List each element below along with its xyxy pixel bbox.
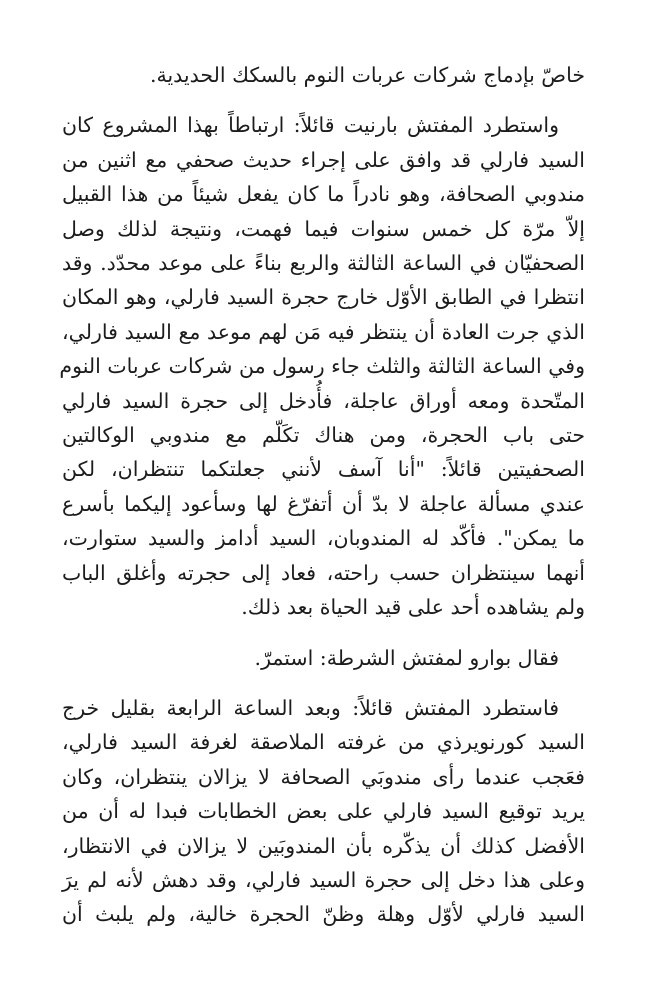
text-line: السيد فارلي قد وافق على إجراء حديث صحفي مع اثنين من: [62, 147, 585, 172]
text-line: ولم يشاهده أحد على قيد الحياة بعد ذلك.: [241, 595, 585, 620]
text-line: أنهما سينتظران حسب راحته، فعاد إلى حجرته وأغلق الباب: [62, 560, 585, 585]
text-line: فقال بوارو لمفتش الشرطة: استمرّ.: [254, 645, 559, 670]
text-line: السيد فارلي لأوّل وهلة وظنّ الحجرة خالية، ولم يلبث أن: [62, 902, 585, 927]
paragraph-1: [62, 58, 585, 92]
text-line: ما يمكن". فأكّد له المندوبان، السيد أدامز والسيد ستوارت،: [62, 526, 585, 551]
text-line: الأفضل كذلك أن يذكّره بأن المندوبَين لا يزالان في الانتظار،: [62, 833, 585, 858]
paragraph-gap: [62, 92, 585, 108]
paragraph-3: [62, 641, 585, 675]
text-line: خاصّ بإدماج شركات عربات النوم بالسكك الحديدية.: [149, 63, 585, 87]
text-line: الصحفيّان في الساعة الثالثة والربع بناءً على موعد محدّد. وقد: [62, 251, 585, 276]
text-line: المتّحدة ومعه أوراق عاجلة، فأُدخل إلى حجرة السيد فارلي: [62, 388, 585, 413]
text-line: عندي مسألة عاجلة لا بدّ أن أتفرّغ لها وسأعود إليكما بأسرع: [62, 491, 585, 516]
paragraph-2: [59, 108, 585, 624]
text-line: الذي جرت العادة أن ينتظر فيه مَن لهم موعد مع السيد فارلي،: [62, 319, 585, 344]
text-line: السيد كورنويرذي من غرفته الملاصقة لغرفة السيد فارلي،: [62, 730, 585, 755]
text-line: واستطرد المفتش بارنيت قائلاً: ارتباطاً بهذا المشروع كان: [62, 113, 559, 138]
paragraph-4: [62, 691, 585, 932]
text-line: فعَجب عندما رأى مندوبَي الصحافة لا يزالان ينتظران، وكان: [62, 764, 585, 789]
text-line: إلاّ مرّة كل خمس سنوات فيما فهمت، ونتيجة لذلك وصل: [62, 216, 585, 241]
text-line: الصحفيتين قائلاً: "أنا آسف لأنني جعلتكما تنتظران، لكن: [62, 457, 585, 482]
paragraph-gap: [62, 625, 585, 641]
paragraph-gap: [62, 675, 585, 691]
text-line: وفي الساعة الثالثة والثلث جاء رسول من شركات عربات النوم: [59, 354, 585, 379]
text-line: فاستطرد المفتش قائلاً: وبعد الساعة الرابعة بقليل خرج: [62, 695, 559, 720]
text-line: وعلى هذا دخل إلى حجرة السيد فارلي، وقد دهش لأنه لم يرَ: [62, 867, 585, 892]
text-line: حتى باب الحجرة، ومن هناك تكَلّم مع مندوبي الوكالتين: [62, 423, 585, 448]
text-line: يريد توقيع السيد فارلي على بعض الخطابات فبدا له أن من: [62, 799, 585, 824]
text-line: مندوبي الصحافة، وهو نادراً ما كان يفعل شيئاً من هذا القبيل: [62, 182, 585, 207]
text-line: انتظرا في الطابق الأوّل خارج حجرة السيد فارلي، وهو المكان: [62, 285, 585, 310]
